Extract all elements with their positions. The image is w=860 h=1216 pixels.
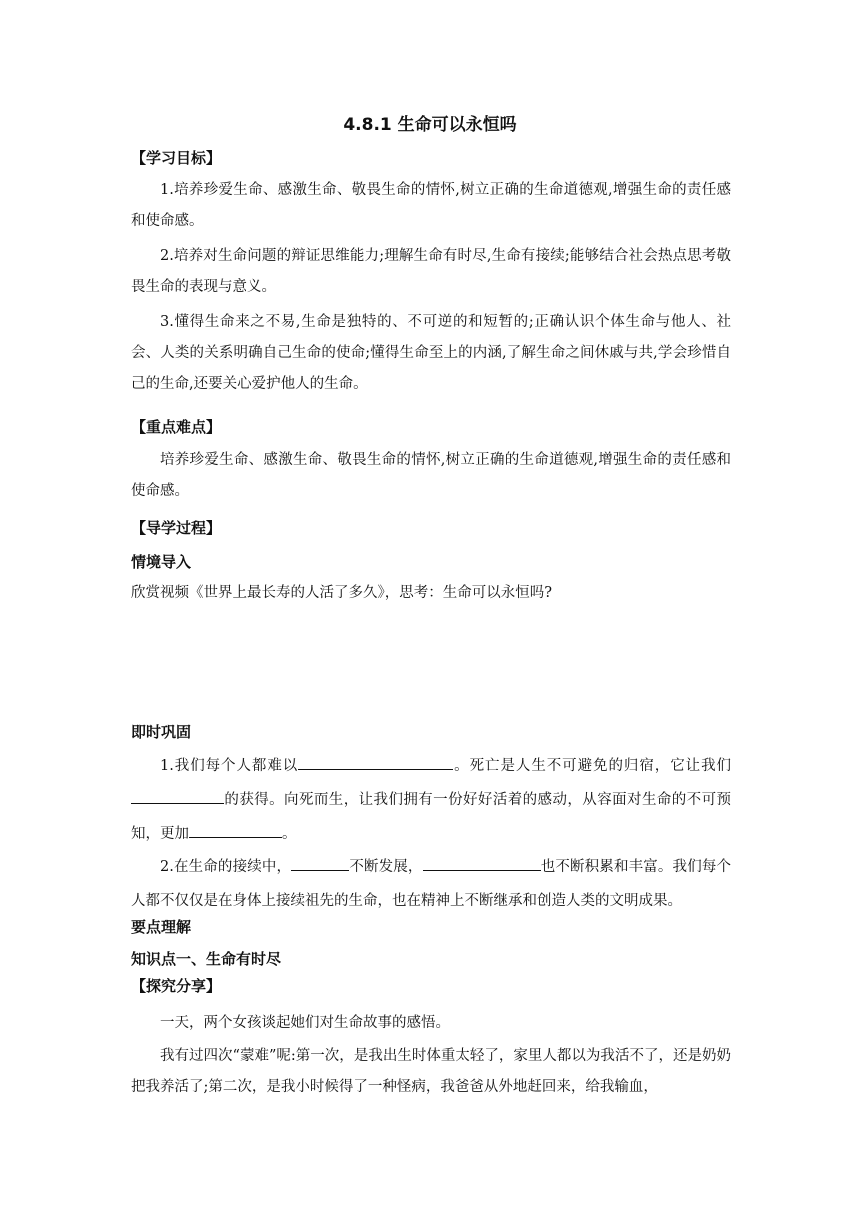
q2-text-b: 不断发展， xyxy=(349,859,423,875)
consolidate-heading: 即时巩固 xyxy=(131,723,192,741)
page-title: 4.8.1 生命可以永恒吗 xyxy=(343,115,517,135)
key-points-heading: 【重点难点】 xyxy=(131,418,222,436)
consolidate-question-2 xyxy=(131,850,731,918)
understanding-heading: 要点理解 xyxy=(131,918,192,936)
q1-blank-3[interactable] xyxy=(189,822,282,838)
q2-text-a: 2.在生命的接续中， xyxy=(160,859,292,875)
intro-text: 欣赏视频《世界上最长寿的人活了多久》，思考：生命可以永恒吗? xyxy=(131,585,553,601)
knowledge-point-1-heading: 知识点一、生命有时尽 xyxy=(131,950,282,968)
process-heading: 【导学过程】 xyxy=(131,519,222,537)
q1-text-d: 。 xyxy=(282,826,297,842)
q2-blank-2[interactable] xyxy=(423,855,541,871)
intro-heading: 情境导入 xyxy=(131,553,192,571)
q1-text-c: 的获得。向死而生，让我们拥有一份好好活着的感动，从容面对生命的不可预知，更加 xyxy=(131,792,731,842)
q2-blank-1[interactable] xyxy=(291,855,349,871)
goal-item-1: 1.培养珍爱生命、感激生命、敬畏生命的情怀,树立正确的生命道德观,增强生命的责任感和使命感。 xyxy=(131,182,731,229)
q1-text-b: 。死亡是人生不可避免的归宿，它让我们 xyxy=(453,758,732,774)
consolidate-question-1 xyxy=(131,749,731,851)
learning-goals-heading: 【学习目标】 xyxy=(131,149,222,167)
q1-blank-1[interactable] xyxy=(298,754,453,770)
key-points-text: 培养珍爱生命、感激生命、敬畏生命的情怀,树立正确的生命道德观,增强生命的责任感和使命感。 xyxy=(131,452,731,499)
explore-share-heading: 【探究分享】 xyxy=(131,977,222,995)
story-intro-text: 一天，两个女孩谈起她们对生命故事的感悟。 xyxy=(160,1015,450,1031)
q1-text-a: 1.我们每个人都难以 xyxy=(160,758,299,774)
story-text: 我有过四次“蒙难”呢:第一次，是我出生时体重太轻了，家里人都以为我活不了，还是奶奶把我养活了;第二次，是我小时候得了一种怪病，我爸爸从外地赶回来，给我输血， xyxy=(131,1048,731,1095)
goal-item-2: 2.培养对生命问题的辩证思维能力;理解生命有时尽,生命有接续;能够结合社会热点思考敬畏生命的表现与意义。 xyxy=(131,248,731,295)
q2-text-c: 也不断积累和丰富。我们每个人都不仅仅是在身体上接续祖先的生命，也在精神上不断继承和创造人类的文明成果。 xyxy=(131,859,731,909)
goal-item-3: 3.懂得生命来之不易,生命是独特的、不可逆的和短暂的;正确认识个体生命与他人、社会、人类的关系明确自己生命的使命;懂得生命至上的内涵,了解生命之间休戚与共,学会珍惜自己的生命,还要关心爱护他人的生命。 xyxy=(131,314,731,392)
q1-blank-2[interactable] xyxy=(131,788,224,804)
